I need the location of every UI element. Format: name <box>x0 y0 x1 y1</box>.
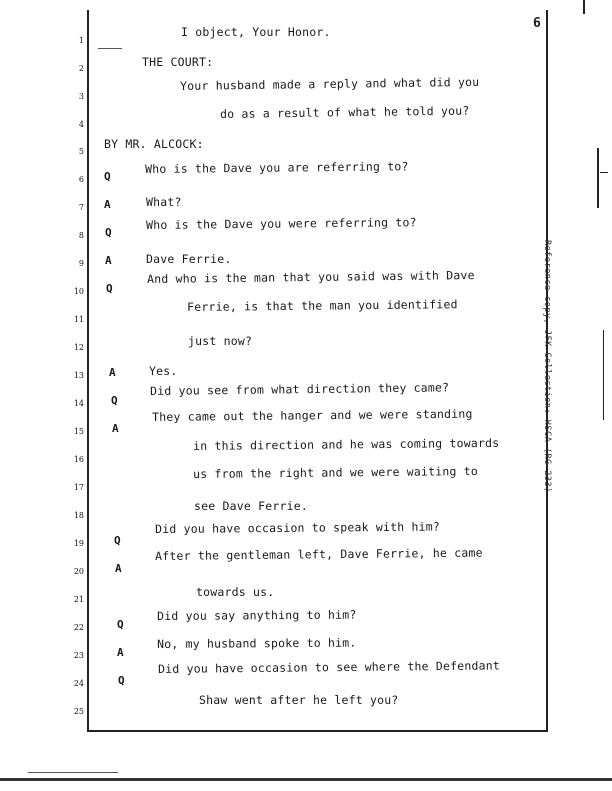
line-number: 2 <box>78 64 84 73</box>
transcript-line: Dave Ferrie. <box>146 252 232 266</box>
transcript-line: see Dave Ferrie. <box>194 499 308 513</box>
scan-edge-mark <box>600 172 608 173</box>
scan-speck <box>98 48 122 49</box>
transcript-line: in this direction and he was coming towards <box>193 435 500 453</box>
transcript-line: Did you have occasion to see where the Defendant <box>158 658 501 676</box>
line-number: 15 <box>73 427 84 436</box>
line-number: 4 <box>78 120 84 129</box>
line-number: 22 <box>73 623 84 632</box>
scan-speck <box>28 772 118 773</box>
transcript-line: BY MR. ALCOCK: <box>104 137 204 151</box>
line-number: 14 <box>73 399 84 408</box>
transcript-line: Did you see from what direction they came? <box>150 380 450 398</box>
transcript-line: What? <box>146 195 182 209</box>
line-number: 23 <box>73 651 84 660</box>
transcript-line: They came out the hanger and we were standing <box>152 406 473 424</box>
line-number: 3 <box>78 92 84 101</box>
scan-edge-mark <box>603 330 604 420</box>
transcript-line: Who is the Dave you are referring to? <box>145 159 409 176</box>
line-number: 8 <box>78 231 84 240</box>
speaker-marker: A <box>105 254 112 267</box>
transcript-line: Did you say anything to him? <box>157 607 357 623</box>
scan-edge-mark <box>597 148 599 208</box>
transcript-line: Ferrie, is that the man you identified <box>187 297 458 314</box>
transcript-line: After the gentleman left, Dave Ferrie, he came <box>155 545 483 563</box>
line-number: 18 <box>73 511 84 520</box>
speaker-marker: A <box>109 366 116 379</box>
transcript-line: THE COURT: <box>142 55 214 69</box>
line-number: 16 <box>73 455 84 464</box>
scan-bottom-edge <box>0 778 612 781</box>
speaker-marker: Q <box>104 170 111 183</box>
speaker-marker: A <box>104 198 111 211</box>
speaker-marker: A <box>117 646 124 659</box>
transcript-line: No, my husband spoke to him. <box>157 635 357 651</box>
scan-edge-mark <box>583 0 585 14</box>
speaker-marker: Q <box>111 394 118 407</box>
line-number: 9 <box>78 259 84 268</box>
speaker-marker: Q <box>106 282 113 295</box>
line-number: 13 <box>73 371 84 380</box>
speaker-marker: A <box>115 562 122 575</box>
line-number: 12 <box>73 343 84 352</box>
archive-reference-note: Reference copy, JFK Collection: HSCA (RG 233) <box>542 240 552 493</box>
line-number: 25 <box>73 707 84 716</box>
line-number: 1 <box>78 36 84 45</box>
line-number: 21 <box>73 595 84 604</box>
line-number: 19 <box>73 539 84 548</box>
transcript-line: Did you have occasion to speak with him? <box>155 519 441 536</box>
transcript-line: Yes. <box>149 364 178 378</box>
line-number: 17 <box>73 483 84 492</box>
transcript-line: I object, Your Honor. <box>181 25 331 39</box>
speaker-marker: Q <box>117 618 124 631</box>
line-number: 11 <box>73 315 84 324</box>
transcript-line: Your husband made a reply and what did you <box>180 74 480 93</box>
speaker-marker: Q <box>118 674 125 687</box>
speaker-marker: A <box>112 422 119 435</box>
transcript-line: just now? <box>188 334 253 348</box>
speaker-marker: Q <box>105 226 112 239</box>
line-number: 24 <box>73 679 84 688</box>
speaker-marker: Q <box>114 534 121 547</box>
line-number: 20 <box>73 567 84 576</box>
line-number: 6 <box>78 175 84 184</box>
transcript-line: towards us. <box>196 585 275 599</box>
line-number: 10 <box>73 287 84 296</box>
line-number: 7 <box>78 203 84 212</box>
transcript-line: Who is the Dave you were referring to? <box>146 215 417 232</box>
transcript-line: And who is the man that you said was with Dave <box>147 267 475 286</box>
transcript-line: Shaw went after he left you? <box>199 693 399 707</box>
page-number: 6 <box>533 16 541 31</box>
transcript-line: us from the right and we were waiting to <box>193 464 479 481</box>
line-number: 5 <box>78 147 84 156</box>
transcript-line: do as a result of what he told you? <box>220 103 470 121</box>
